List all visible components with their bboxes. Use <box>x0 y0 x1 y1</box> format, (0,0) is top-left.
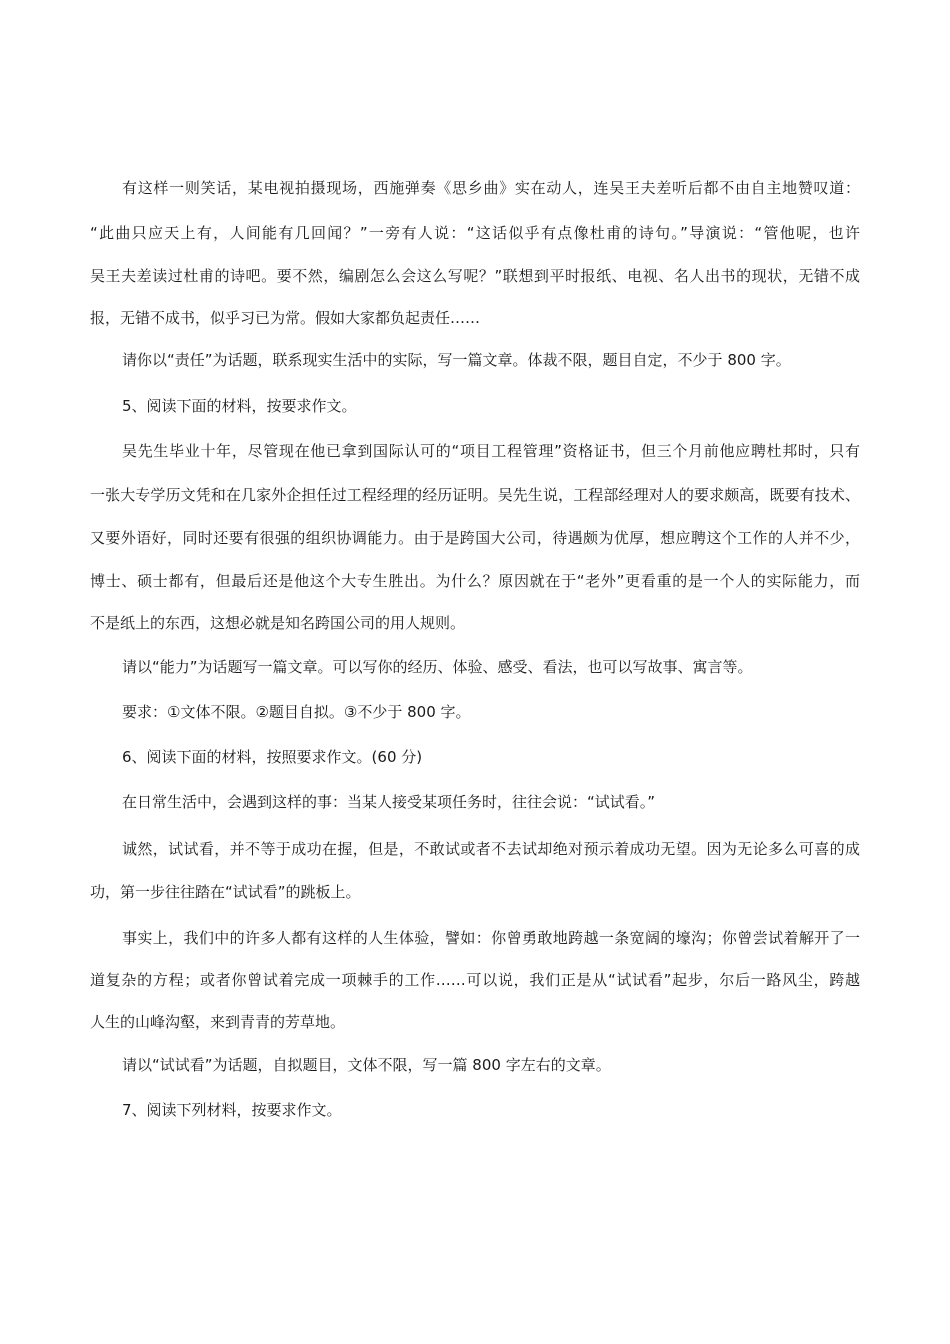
text-line: 在日常生活中，会遇到这样的事：当某人接受某项任务时，往往会说：“试试看。” <box>122 793 656 811</box>
text-line: 请以“能力”为话题写一篇文章。可以写你的经历、体验、感受、看法，也可以写故事、寓言等。 <box>122 658 753 676</box>
section-heading: 5、阅读下面的材料，按要求作文。 <box>122 397 357 415</box>
section-heading: 6、阅读下面的材料，按照要求作文。(60 分) <box>122 748 423 766</box>
text-line: 不是纸上的东西，这想必就是知名跨国公司的用人规则。 <box>90 614 466 632</box>
text-line: 功，第一步往往踏在“试试看”的跳板上。 <box>90 883 361 901</box>
text-line: 请以“试试看”为话题，自拟题目，文体不限，写一篇 800 字左右的文章。 <box>122 1056 611 1074</box>
text-line: 道复杂的方程；或者你曾试着完成一项棘手的工作……可以说，我们正是从“试试看”起步，尔后一路风尘，跨越 <box>90 971 860 989</box>
text-line: 人生的山峰沟壑，来到青青的芳草地。 <box>90 1013 346 1031</box>
text-line: 请你以“责任”为话题，联系现实生活中的实际，写一篇文章。体裁不限，题目自定，不少于 800 字。 <box>122 351 791 369</box>
text-line: 又要外语好，同时还要有很强的组织协调能力。由于是跨国大公司，待遇颇为优厚，想应聘这个工作的人并不少， <box>90 529 860 547</box>
text-line: 博士、硕士都有，但最后还是他这个大专生胜出。为什么？原因就在于“老外”更看重的是一个人的实际能力，而 <box>90 572 860 590</box>
text-line: 事实上，我们中的许多人都有这样的人生体验，譬如：你曾勇敢地跨越一条宽阔的壕沟；你曾尝试着解开了一 <box>122 929 860 947</box>
text-line: 诚然，试试看，并不等于成功在握，但是，不敢试或者不去试却绝对预示着成功无望。因为无论多么可喜的成 <box>122 840 860 858</box>
text-line: 吴王夫差读过杜甫的诗吧。要不然，编剧怎么会这么写呢？”联想到平时报纸、电视、名人出书的现状，无错不成 <box>90 267 860 285</box>
text-line: 要求：①文体不限。②题目自拟。③不少于 800 字。 <box>122 703 471 721</box>
text-line: 报，无错不成书，似乎习已为常。假如大家都负起责任…… <box>90 309 481 327</box>
text-line: 有这样一则笑话，某电视拍摄现场，西施弹奏《思乡曲》实在动人，连吴王夫差听后都不由自主地赞叹道： <box>122 179 860 197</box>
section-heading: 7、阅读下列材料，按要求作文。 <box>122 1101 342 1119</box>
text-line: 一张大专学历文凭和在几家外企担任过工程经理的经历证明。吴先生说，工程部经理对人的要求颇高，既要有技术、 <box>90 486 860 504</box>
text-line: 吴先生毕业十年，尽管现在他已拿到国际认可的“项目工程管理”资格证书，但三个月前他应聘杜邦时，只有 <box>122 442 860 460</box>
text-line: “此曲只应天上有，人间能有几回闻？”一旁有人说：“这话似乎有点像杜甫的诗句。”导演说：“管他呢，也许 <box>90 224 860 242</box>
